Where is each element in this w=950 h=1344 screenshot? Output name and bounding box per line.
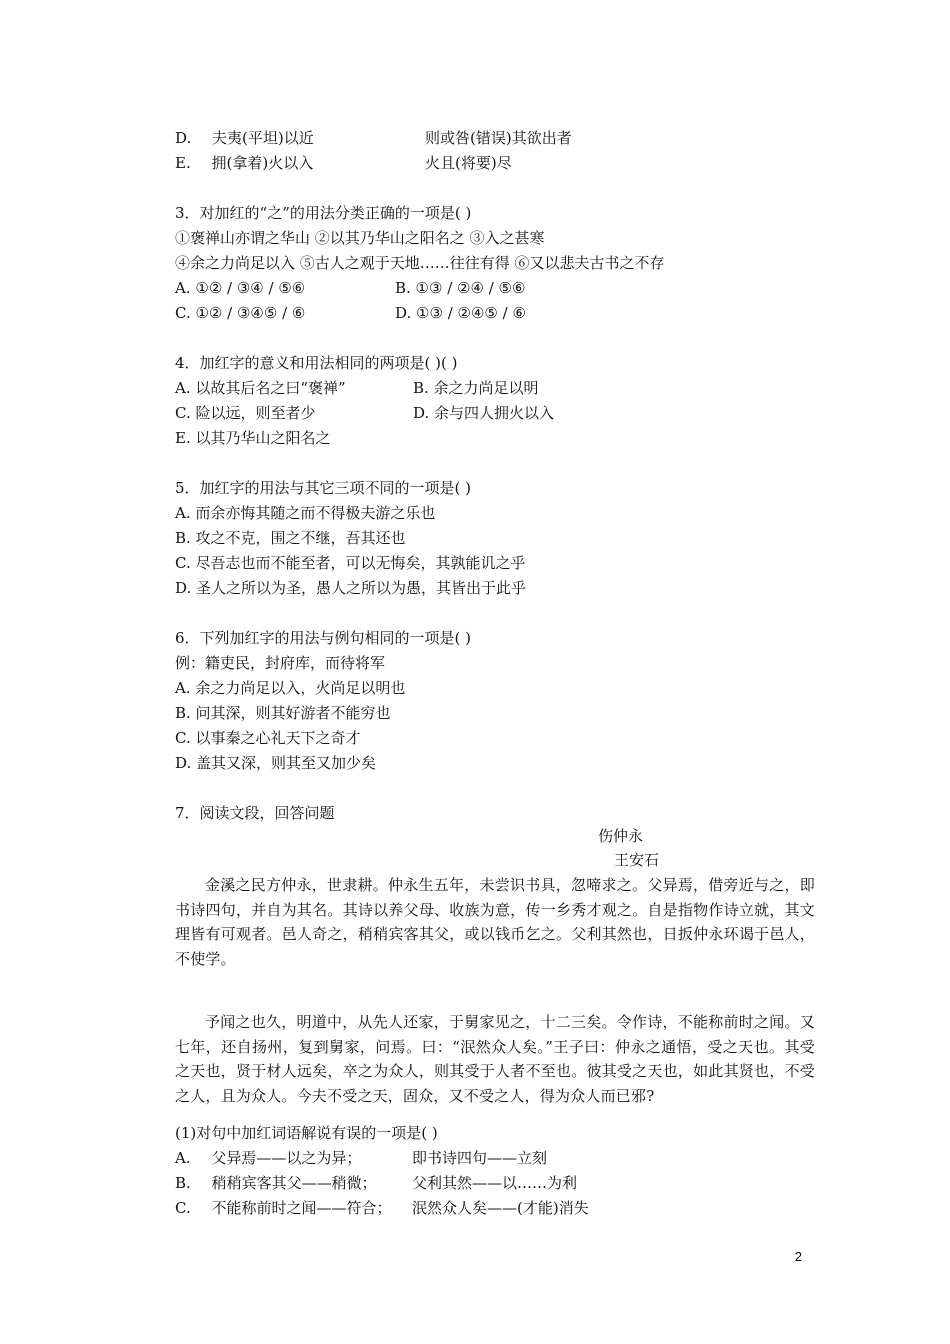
question-3-option-b: B. ①③ / ②④ / ⑤⑥ — [395, 279, 526, 297]
option-text-right: 泯然众人矣——(才能)消失 — [412, 1199, 589, 1217]
question-3-option-d: D. ①③ / ②④⑤ / ⑥ — [395, 304, 526, 322]
question-5-stem: 5．加红字的用法与其它三项不同的一项是( ) — [175, 479, 472, 497]
subquestion-1-option-a — [175, 1148, 361, 1168]
option-text: 拥(拿着)火以入 — [211, 154, 314, 172]
question-6-option: B. 问其深，则其好游者不能穷也 — [175, 704, 391, 722]
question-6-option: C. 以事秦之心礼天下之奇才 — [175, 729, 361, 747]
option-d-row — [175, 128, 314, 148]
question-4-option-c: C. 险以远，则至者少 — [175, 404, 316, 422]
option-label: C. — [175, 1199, 191, 1217]
question-6-option: D. 盖其又深，则其至又加少矣 — [175, 754, 377, 772]
page-number: 2 — [794, 1249, 802, 1264]
question-5-option: A. 而余亦悔其随之而不得极夫游之乐也 — [175, 504, 436, 522]
question-6-example: 例：籍吏民，封府库，而待将军 — [175, 654, 386, 672]
option-text: 稍稍宾客其父——稍微； — [211, 1174, 377, 1192]
question-4-stem: 4．加红字的意义和用法相同的两项是( )( ) — [175, 354, 458, 372]
question-3-items-1: ①褒禅山亦谓之华山 ②以其乃华山之阳名之 ③入之甚寒 — [175, 229, 545, 247]
option-label: A. — [175, 1149, 191, 1167]
option-e-row — [175, 153, 313, 173]
option-text: 不能称前时之闻——符合； — [211, 1199, 392, 1217]
question-6-option: A. 余之力尚足以入，火尚足以明也 — [175, 679, 406, 697]
option-label: D. — [175, 129, 192, 147]
passage-title: 伤仲永 — [598, 827, 644, 845]
question-7-stem: 7．阅读文段，回答问题 — [175, 804, 335, 822]
question-4-option-a: A. 以故其后名之曰“褒禅” — [175, 379, 346, 397]
option-text-right: 火且(将要)尽 — [425, 154, 512, 172]
question-5-option: B. 攻之不克，围之不继，吾其还也 — [175, 529, 406, 547]
subquestion-1-option-b — [175, 1173, 377, 1193]
option-label: E. — [175, 154, 191, 172]
question-6-stem: 6．下列加红字的用法与例句相同的一项是( ) — [175, 629, 472, 647]
passage-paragraph-1: 金溪之民方仲永，世隶耕。仲永生五年，未尝识书具，忽啼求之。父异焉，借旁近与之，即书诗四句，并自为其名。其诗以养父母、收族为意，传一乡秀才观之。自是指物作诗立就，其文理皆有可观者。邑人奇之，稍稍宾客其父，或以钱币乞之。父利其然也，日扳仲永环谒于邑人，不使学。 — [175, 876, 815, 968]
question-3-option-c: C. ①② / ③④⑤ / ⑥ — [175, 304, 306, 322]
question-3-stem: 3．对加红的“之”的用法分类正确的一项是( ) — [175, 204, 472, 222]
passage-author: 王安石 — [614, 851, 660, 869]
passage-paragraph-2: 予闻之也久，明道中，从先人还家，于舅家见之，十二三矣。令作诗，不能称前时之闻。又七年，还自扬州，复到舅家，问焉。曰：“泯然众人矣。”王子曰：仲永之通悟，受之天也。其受之天也，贤于材人远矣，卒之为众人，则其受于人者不至也。彼其受之天也，如此其贤也，不受之人，且为众人。今夫不受之天，固众，又不受之人，得为众人而已邪? — [175, 1013, 815, 1105]
question-5-option: D. 圣人之所以为圣，愚人之所以为愚，其皆出于此乎 — [175, 579, 527, 597]
subquestion-1-option-c — [175, 1198, 392, 1218]
question-3-items-2: ④余之力尚足以入 ⑤古人之观于天地……往往有得 ⑥又以悲夫古书之不存 — [175, 254, 665, 272]
question-3-option-a: A. ①② / ③④ / ⑤⑥ — [175, 279, 306, 297]
option-text: 父异焉——以之为异； — [211, 1149, 362, 1167]
subquestion-1-stem: (1)对句中加红词语解说有误的一项是( ) — [175, 1124, 438, 1142]
option-text-right: 则或咎(错误)其欲出者 — [425, 129, 572, 147]
option-label: B. — [175, 1174, 191, 1192]
question-4-option-d: D. 余与四人拥火以入 — [413, 404, 555, 422]
question-4-option-e: E. 以其乃华山之阳名之 — [175, 429, 331, 447]
option-text: 夫夷(平坦)以近 — [212, 129, 314, 147]
question-5-option: C. 尽吾志也而不能至者，可以无悔矣，其孰能讥之乎 — [175, 554, 526, 572]
question-4-option-b: B. 余之力尚足以明 — [413, 379, 539, 397]
option-text-right: 父利其然——以……为利 — [412, 1174, 578, 1192]
option-text-right: 即书诗四句——立刻 — [412, 1149, 548, 1167]
